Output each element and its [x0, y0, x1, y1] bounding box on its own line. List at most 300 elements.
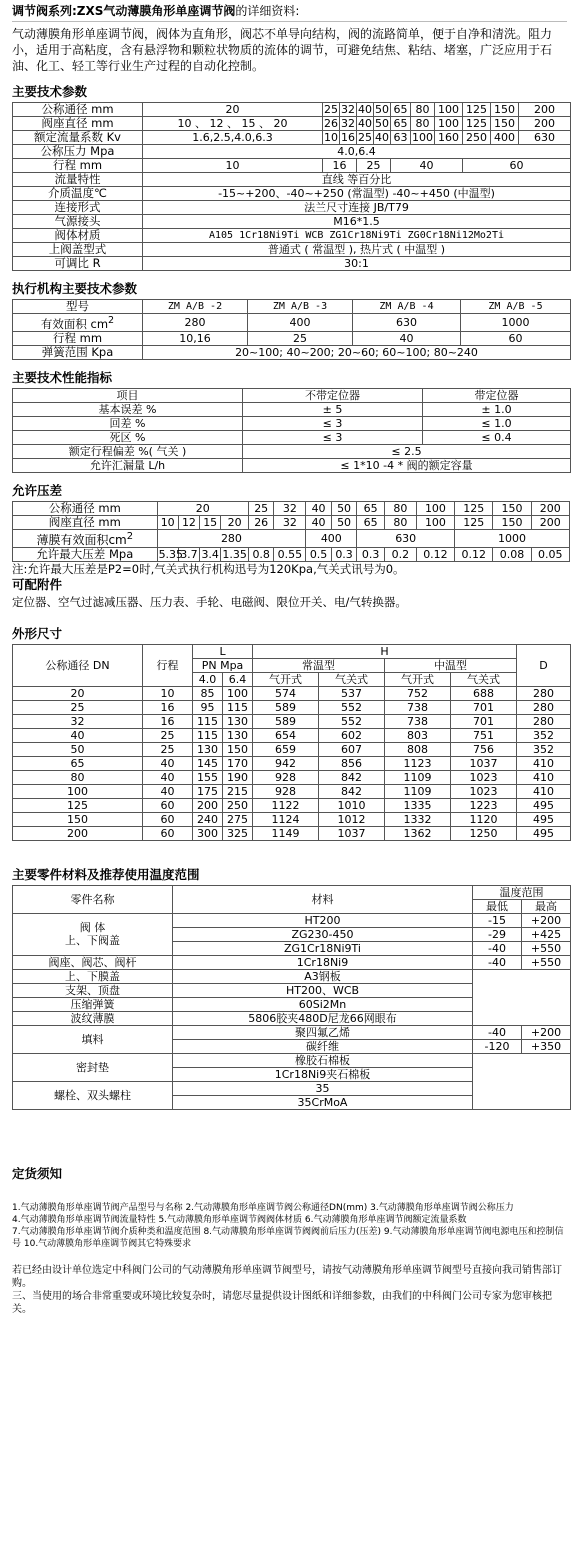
row-label: 弹簧范围 Kpa	[13, 345, 143, 359]
column-header: 4.0	[193, 672, 223, 686]
row-label: 公称通径 mm	[13, 103, 143, 117]
table-row	[13, 458, 571, 472]
column-header: PN Mpa	[193, 658, 253, 672]
cell: 65	[357, 515, 385, 529]
row-label: 支架、顶盘	[13, 983, 173, 997]
cell: 589	[253, 714, 319, 728]
cell: 928	[253, 770, 319, 784]
order-item: 1.气动薄膜角形单座调节阀产品型号与名称 2.气动薄膜角形单座调节阀公称通径DN(mm) 3.气动薄膜角形单座调节阀公称压力	[12, 1202, 514, 1213]
cell: ≤ 1.0	[423, 416, 571, 430]
order-item: 4.气动薄膜角形单座调节阀流量特性 5.气动薄膜角形单座调节阀阀体材质 6.气动薄膜角形单座调节阀额定流量系数	[12, 1214, 467, 1225]
table-row	[13, 529, 570, 547]
table-row	[13, 402, 571, 416]
cell: 50	[375, 103, 389, 116]
cell	[473, 1053, 571, 1109]
cell: 5806胶夹480D尼龙66网眼布	[173, 1011, 473, 1025]
table-row	[13, 201, 571, 215]
cell: 60	[461, 331, 571, 345]
area-label: 薄膜有效面积cm	[36, 532, 127, 547]
row-label: 阀座直径 mm	[13, 515, 158, 529]
cell: 25	[248, 501, 274, 515]
cell: 942	[253, 756, 319, 770]
cell: +350	[522, 1039, 571, 1053]
cell: 130	[193, 742, 223, 756]
cell: 50	[13, 742, 143, 756]
cell: 250	[223, 798, 253, 812]
page-title	[12, 0, 567, 22]
cell: 1000	[455, 529, 570, 547]
cell: 95	[193, 700, 223, 714]
cell: 16	[323, 159, 357, 173]
cell: 1362	[385, 826, 451, 840]
cell: 552	[319, 714, 385, 728]
area-unit-sup: 2	[126, 530, 134, 542]
cell: 1223	[451, 798, 517, 812]
cell: 537	[319, 686, 385, 700]
cell: 495	[517, 812, 571, 826]
cell: 50	[331, 501, 357, 515]
cell: 630	[353, 314, 461, 332]
table-row	[13, 826, 571, 840]
cell: 130	[223, 728, 253, 742]
row-label: 连接形式	[13, 201, 143, 215]
cell: ZG230-450	[173, 927, 473, 941]
cell: +425	[522, 927, 571, 941]
table-row	[13, 229, 571, 243]
row-label: 允许最大压差 Mpa	[13, 547, 158, 561]
column-header: 中温型	[385, 658, 517, 672]
cell: -120	[473, 1039, 522, 1053]
cell: 35CrMoA	[173, 1095, 473, 1109]
column-header: 气关式	[319, 672, 385, 686]
cell: 法兰尺寸连接 JB/T79	[143, 201, 571, 215]
row-label: 阀体材质	[13, 229, 143, 243]
cell: 0.5	[306, 547, 332, 561]
cell: 856	[319, 756, 385, 770]
row-label: 死区 %	[13, 430, 243, 444]
cell: 1332	[385, 812, 451, 826]
cell: 65	[391, 103, 411, 117]
row-label: 阀座、阀芯、阀杆	[13, 955, 173, 969]
cell: 352	[517, 728, 571, 742]
cell: 150	[493, 515, 531, 529]
cell: 0.3	[331, 547, 357, 561]
cell: 100	[223, 686, 253, 700]
cell: M16*1.5	[143, 215, 571, 229]
column-header: 公称通径 DN	[13, 644, 143, 686]
part-bonnet-label: 上、下阀盖	[65, 934, 120, 948]
cell: 1123	[385, 756, 451, 770]
table-row	[13, 969, 571, 983]
cell: 0.12	[416, 547, 454, 561]
cell: 200	[519, 103, 571, 117]
column-header: 零件名称	[13, 885, 173, 913]
intro-text: 气动薄膜角形单座调节阀，阀体为直角形，阀芯不单导向结构，阀的流路简单，便于自净和清洗。阻力小，适用于高粘度，含有悬浮物和颗粒状物质的流体的调节，可避免结焦、粘结、堵塞，广泛应用于石油、化工、轻工等行业生产过程的自动化控制。	[12, 27, 553, 73]
table-row	[13, 131, 571, 145]
cell: 100	[13, 784, 143, 798]
cell: 400	[491, 131, 519, 145]
cell: 0.2	[384, 547, 416, 561]
cell: 630	[357, 529, 455, 547]
column-header: 带定位器	[423, 388, 571, 402]
cell: ≤ 3	[243, 416, 423, 430]
perf-table	[12, 388, 571, 473]
dims-body	[13, 686, 571, 840]
table-row	[13, 700, 571, 714]
cell: A3钢板	[173, 969, 473, 983]
cell: 普通式 ( 常温型 ), 热片式 ( 中温型 )	[143, 243, 571, 257]
cell: 20	[13, 686, 143, 700]
cell: 100	[412, 131, 433, 144]
cell: 280	[517, 686, 571, 700]
table-row	[13, 243, 571, 257]
cell: 60	[143, 812, 193, 826]
table-row	[13, 416, 571, 430]
cell: 3.4	[201, 547, 219, 561]
cell: 12	[178, 515, 199, 529]
cell: 85	[193, 686, 223, 700]
row-label: 额定流量系数 Kv	[13, 131, 143, 145]
cell: 5.35	[158, 547, 184, 561]
column-header: 温度范围	[473, 885, 571, 899]
row-label: 行程 mm	[13, 331, 143, 345]
table-row	[13, 714, 571, 728]
cell: 碳纤维	[173, 1039, 473, 1053]
cell: +550	[522, 955, 571, 969]
table-row	[13, 300, 571, 314]
cell: 300	[193, 826, 223, 840]
dims-table	[12, 644, 571, 841]
table-row	[13, 257, 571, 271]
title-suffix: 的详细资料:	[235, 4, 300, 18]
cell: 1149	[253, 826, 319, 840]
cell: 574	[253, 686, 319, 700]
cell: 125	[463, 103, 491, 117]
cell: 803	[385, 728, 451, 742]
cell: 40	[13, 728, 143, 742]
cell: 1.6,2.5,4.0,6.3	[143, 131, 323, 145]
cell: 聚四氟乙烯	[173, 1025, 473, 1039]
cell: 32	[13, 714, 143, 728]
table-row	[13, 784, 571, 798]
cell: 115	[193, 714, 223, 728]
cell: 495	[517, 826, 571, 840]
cell: 400	[306, 529, 357, 547]
mat-table	[12, 885, 571, 1110]
row-label: 基本误差 %	[13, 402, 243, 416]
perf-heading: 主要技术性能指标	[12, 369, 113, 385]
cell: 40	[306, 515, 332, 529]
order-paragraph: 三、当使用的场合非常重要或环境比较复杂时，请您尽量提供设计图纸和详细参数，由我们的中科阀门公司专家为您审核把关。	[12, 1290, 552, 1315]
part-cell	[13, 913, 173, 955]
cell: 0.55	[274, 547, 306, 561]
row-label: 填料	[13, 1025, 173, 1053]
cell: 630	[519, 131, 571, 145]
table-row	[13, 345, 571, 359]
cell: 32	[274, 501, 306, 515]
cell: 10,16	[143, 331, 248, 345]
cell: 80	[384, 515, 416, 529]
cell: 32	[274, 515, 306, 529]
actuator-table	[12, 299, 571, 360]
cell: 155	[193, 770, 223, 784]
cell: -15~+200、-40~+250 (常温型) -40~+450 (中温型)	[143, 187, 571, 201]
cell: 115	[193, 728, 223, 742]
column-header: 项目	[13, 388, 243, 402]
cell: 25	[248, 331, 353, 345]
cell: 125	[463, 117, 491, 131]
cell: 16	[341, 131, 355, 144]
table-row	[13, 770, 571, 784]
cell: -40	[473, 1025, 522, 1039]
cell: 654	[253, 728, 319, 742]
spacer	[12, 1184, 567, 1202]
cell: 659	[253, 742, 319, 756]
cell: 80	[13, 770, 143, 784]
cell: 26	[248, 515, 274, 529]
table-row	[13, 742, 571, 756]
cell: 1120	[451, 812, 517, 826]
column-header: 气开式	[253, 672, 319, 686]
table-row	[13, 430, 571, 444]
cell: ≤ 2.5	[243, 444, 571, 458]
cell: 40	[143, 756, 193, 770]
cell: 145	[193, 756, 223, 770]
cell: 3.7	[180, 547, 198, 561]
table-row	[13, 501, 570, 515]
row-label: 波纹薄膜	[13, 1011, 173, 1025]
cell: 738	[385, 700, 451, 714]
cell: 100	[416, 501, 454, 515]
row-label: 回差 %	[13, 416, 243, 430]
cell: 200	[531, 501, 569, 515]
column-header: 常温型	[253, 658, 385, 672]
cell: 25	[358, 131, 372, 144]
table-row	[13, 145, 571, 159]
cell: 40	[306, 501, 332, 515]
cell: 16	[143, 714, 193, 728]
cell: 1037	[319, 826, 385, 840]
column-header: 材料	[173, 885, 473, 913]
column-header: L	[193, 644, 253, 658]
column-header: 气关式	[451, 672, 517, 686]
cell: 280	[517, 700, 571, 714]
cell: 1109	[385, 770, 451, 784]
cell: 738	[385, 714, 451, 728]
cell: 20~100; 40~200; 20~60; 60~100; 80~240	[143, 345, 571, 359]
cell: 0.3	[357, 547, 385, 561]
cell: 65	[391, 117, 411, 131]
cell: 40	[353, 331, 461, 345]
cell: 80	[411, 103, 435, 117]
cell: 80	[384, 501, 416, 515]
cell: 60	[143, 798, 193, 812]
cell	[473, 969, 571, 1025]
cell: 602	[319, 728, 385, 742]
table-row	[13, 515, 570, 529]
cell: 1Cr18Ni9	[173, 955, 473, 969]
column-header: 气开式	[385, 672, 451, 686]
cell: -40	[473, 941, 522, 955]
table-row	[13, 812, 571, 826]
cell: 0.12	[455, 547, 493, 561]
table-row	[13, 173, 571, 187]
cell: 40	[358, 117, 372, 130]
row-label: 上、下膜盖	[13, 969, 173, 983]
actuator-heading: 执行机构主要技术参数	[12, 281, 138, 296]
cell: 751	[451, 728, 517, 742]
cell: 200	[531, 515, 569, 529]
cell: 150	[491, 117, 519, 131]
cell: 325	[223, 826, 253, 840]
row-label: 公称压力 Mpa	[13, 145, 143, 159]
row-label	[13, 529, 158, 547]
table-row	[13, 331, 571, 345]
cell: 410	[517, 770, 571, 784]
cell: 701	[451, 714, 517, 728]
cell: 160	[435, 131, 463, 145]
cell: 552	[319, 700, 385, 714]
cell: 688	[451, 686, 517, 700]
cell: 15	[200, 515, 221, 529]
cell: 25	[13, 700, 143, 714]
cell: 40	[358, 103, 372, 116]
cell: 1037	[451, 756, 517, 770]
cell: 20	[157, 501, 248, 515]
cell: 495	[517, 798, 571, 812]
spec-table	[12, 102, 571, 271]
cell: 100	[435, 117, 463, 131]
cell: 10	[143, 159, 323, 173]
cell: A105 1Cr18Ni9Ti WCB ZG1Cr18Ni9Ti ZG0Cr18Ni12Mo2Ti	[143, 229, 571, 243]
cell: 175	[193, 784, 223, 798]
table-row	[13, 728, 571, 742]
cell: 4.0,6.4	[143, 145, 571, 159]
cell: 410	[517, 784, 571, 798]
cell: -15	[473, 913, 522, 927]
order-paragraph: 若已经由设计单位选定中科阀门公司的气动薄膜角形单座调节阀型号，请按气动薄膜角形单座调节阀型号直接向我司销售部订购。	[12, 1264, 562, 1289]
cell: 125	[455, 515, 493, 529]
cell: -40	[473, 955, 522, 969]
cell: 60	[143, 826, 193, 840]
cell: 280	[517, 714, 571, 728]
cell: 1023	[451, 770, 517, 784]
cell: 190	[223, 770, 253, 784]
cell: 280	[143, 314, 248, 332]
row-label: 流量特性	[13, 173, 143, 187]
cell: 150	[223, 742, 253, 756]
cell: 65	[357, 501, 385, 515]
column-header: H	[253, 644, 517, 658]
row-label: 允许汇漏量 L/h	[13, 458, 243, 472]
cell: 808	[385, 742, 451, 756]
cell: 65	[13, 756, 143, 770]
cell: ZM A/B -4	[353, 300, 461, 314]
cell: 200	[193, 798, 223, 812]
row-label: 介质温度℃	[13, 187, 143, 201]
cell: 125	[13, 798, 143, 812]
area-unit-sup: 2	[108, 315, 115, 326]
cell: 150	[491, 103, 519, 117]
spacer	[12, 1250, 567, 1264]
cell: 10	[324, 131, 338, 144]
cell: 589	[253, 700, 319, 714]
cell: 130	[223, 714, 253, 728]
table-row	[13, 644, 571, 658]
cell: 50	[375, 117, 389, 130]
cell: ZM A/B -3	[248, 300, 353, 314]
column-header: 6.4	[223, 672, 253, 686]
cell: 280	[157, 529, 306, 547]
row-label: 密封垫	[13, 1053, 173, 1081]
mat-heading: 主要零件材料及推荐使用温度范围	[12, 866, 200, 882]
cell: 756	[451, 742, 517, 756]
cell: 0.08	[493, 547, 531, 561]
cell: 842	[319, 770, 385, 784]
cell: 400	[248, 314, 353, 332]
cell: 1122	[253, 798, 319, 812]
cell: 1010	[319, 798, 385, 812]
column-header: 最高	[522, 899, 571, 913]
cell: ± 1.0	[423, 402, 571, 416]
cell: 0.8	[248, 547, 274, 561]
dp-note: 注:允许最大压差是P2=0时,气关式执行机构迅号为120Kpa,气关式讯号为0。	[12, 561, 405, 576]
row-label: 行程 mm	[13, 159, 143, 173]
cell: 60	[463, 159, 571, 173]
cell: 150	[493, 501, 531, 515]
cell: 752	[385, 686, 451, 700]
cell: 25	[143, 728, 193, 742]
cell: 240	[193, 812, 223, 826]
cell: 0.05	[531, 547, 569, 561]
row-label: 气源接头	[13, 215, 143, 229]
cell: 10 、 12 、 15 、 20	[143, 117, 323, 131]
column-header: 不带定位器	[243, 388, 423, 402]
cell: ≤ 1*10 -4 * 阀的额定容量	[243, 458, 571, 472]
table-row	[13, 187, 571, 201]
cell: 200	[519, 117, 571, 131]
row-label	[13, 314, 143, 332]
cell: 275	[223, 812, 253, 826]
cell: 1.35	[222, 547, 247, 561]
cell: -29	[473, 927, 522, 941]
cell: 1Cr18Ni9夹石棉板	[173, 1067, 473, 1081]
table-row	[13, 388, 571, 402]
table-row	[13, 103, 571, 117]
cell: 60Si2Mn	[173, 997, 473, 1011]
cell: ≤ 0.4	[423, 430, 571, 444]
cell: 170	[223, 756, 253, 770]
table-row	[13, 955, 571, 969]
cell: 115	[223, 700, 253, 714]
cell: 125	[455, 501, 493, 515]
cell: +200	[522, 1025, 571, 1039]
title-product: 调节阀系列:ZXS气动薄膜角形单座调节阀	[12, 4, 236, 18]
cell: 150	[13, 812, 143, 826]
row-label: 上阀盖型式	[13, 243, 143, 257]
table-row	[13, 547, 570, 561]
cell: 30:1	[143, 257, 571, 271]
part-body-label: 阀 体	[79, 921, 106, 935]
cell: 橡胶石棉板	[173, 1053, 473, 1067]
row-label: 可调比 R	[13, 257, 143, 271]
cell: 928	[253, 784, 319, 798]
dp-table	[12, 501, 570, 562]
table-row	[13, 159, 571, 173]
cell: 607	[319, 742, 385, 756]
dims-heading: 外形尺寸	[12, 625, 63, 641]
table-row	[13, 1025, 571, 1039]
